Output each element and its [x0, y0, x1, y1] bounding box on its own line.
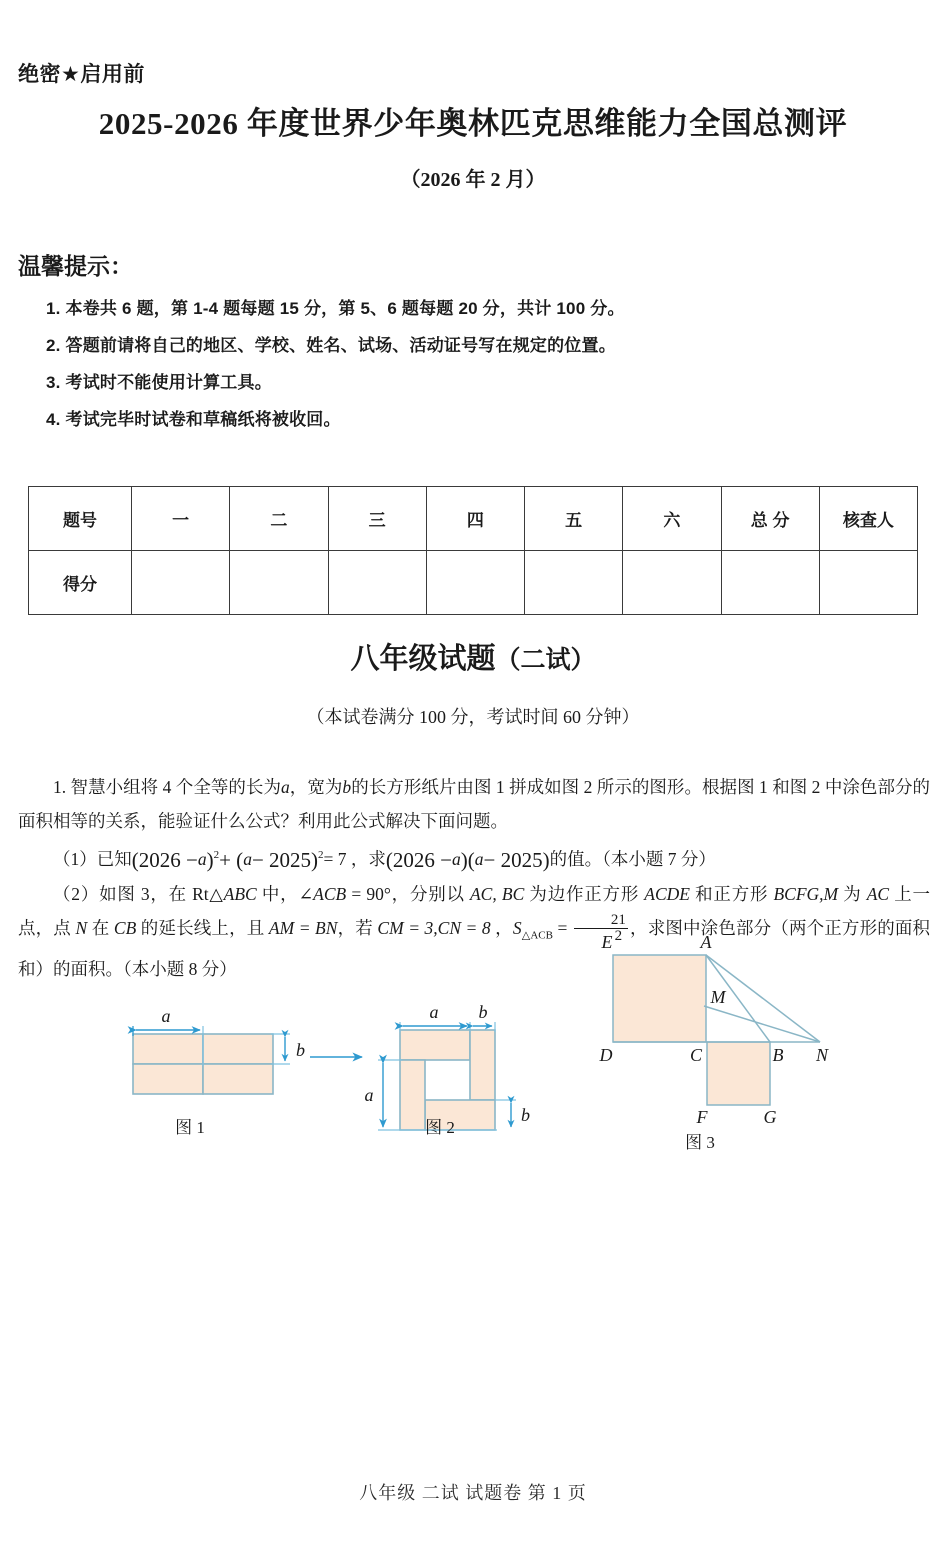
fig2-label-b-top: b: [478, 1002, 488, 1022]
fig1-caption: 图 1: [175, 1118, 205, 1137]
row-label-question-no: 题号: [29, 487, 132, 551]
score-cell-2[interactable]: [230, 551, 328, 615]
grade-title-round: （二试）: [495, 647, 596, 674]
fig3-label-b: B: [772, 1045, 784, 1065]
part1-e6: (2026 −: [385, 847, 452, 872]
score-cell-3[interactable]: [328, 551, 426, 615]
label-bcfg: BCFG,: [773, 883, 824, 904]
part2-t1: 中，∠: [256, 883, 314, 904]
label-cm: CM = 3,: [377, 917, 438, 938]
fig2-rect-top: [400, 1030, 470, 1060]
fig3-label-g: G: [763, 1107, 777, 1127]
label-s-subscript: △ACB: [521, 929, 553, 942]
part2-t6: 上一点，点: [18, 883, 931, 938]
label-acb: ACB: [313, 883, 347, 904]
exam-info: （本试卷满分 100 分，考试时间 60 分钟）: [306, 707, 640, 727]
fig3-square-acde: [613, 955, 706, 1042]
notice-list: [46, 300, 906, 447]
fig3-square-bcfg: [707, 1042, 770, 1105]
part1-e3: + (: [219, 847, 244, 872]
part2-t3: 为边作正方形: [524, 883, 645, 904]
score-cell-4[interactable]: [426, 551, 524, 615]
page-title: 2025-2026 年度世界少年奥林匹克思维能力全国总测评: [98, 106, 848, 141]
fig3-label-e: E: [601, 932, 613, 952]
part1-e1: (2026 −: [131, 847, 198, 872]
score-cell-5[interactable]: [525, 551, 623, 615]
header-cell-checker: 核查人: [819, 487, 917, 551]
score-cell-checker[interactable]: [819, 551, 917, 615]
fig2-rect-left: [400, 1060, 425, 1130]
page-footer: 八年级 二试 试题卷 第 1 页: [359, 1483, 587, 1503]
fraction-denominator: 2: [574, 928, 628, 945]
part1-var-a3: a: [452, 848, 461, 869]
label-acde: ACDE: [644, 883, 690, 904]
fraction-numerator: 21: [610, 911, 626, 928]
label-ac: AC: [866, 883, 890, 904]
fig3-label-d: D: [599, 1045, 613, 1065]
label-s-symbol: S: [512, 917, 522, 938]
fig1-rect-top-right: [203, 1034, 273, 1064]
label-abc: ABC: [223, 883, 257, 904]
notice-heading: 温馨提示：: [18, 253, 133, 279]
label-ac-bc: AC, BC: [469, 883, 525, 904]
fig2-rect-right: [470, 1030, 495, 1100]
header-cell-4: 四: [426, 487, 524, 551]
figure-group: [0, 930, 946, 1160]
fig1-rect-bottom-right: [203, 1064, 273, 1094]
fig1-rect-bottom-left: [133, 1064, 203, 1094]
fig3-line-mn: [704, 1006, 820, 1042]
stem-part-c: 的长方形纸片由图 1 拼成如图 2 所示的图形。根据图 1 和图 2 中涂色部分的面积相等的关系，能验证什么公式？利用此公式解决下面问题。: [18, 777, 931, 831]
part2-t2: = 90°，分别以: [346, 883, 470, 904]
header-cell-1: 一: [132, 487, 230, 551]
header-cell-5: 五: [525, 487, 623, 551]
fig2-label-b-right: b: [521, 1105, 530, 1125]
fig2-caption: 图 2: [425, 1118, 455, 1137]
part1-exponent-1: 2: [213, 849, 220, 861]
part1-var-a1: a: [197, 848, 207, 869]
part2-t11: ，求图中涂色部分（两个正方形的面积和）的面积。（本小题 8 分）: [18, 917, 931, 980]
part1-var-a4: a: [474, 848, 484, 869]
figure-2: [365, 1002, 531, 1137]
fig1-label-b: b: [296, 1040, 305, 1060]
fig3-label-c: C: [689, 1045, 703, 1065]
figure-3: [599, 932, 829, 1152]
score-cell-6[interactable]: [623, 551, 721, 615]
part1-e8: − 2025): [483, 847, 550, 872]
question-part-1: [18, 838, 930, 877]
part2-prefix: （2）如图 3，在 Rt△: [53, 883, 224, 904]
fig3-label-n: N: [815, 1045, 829, 1065]
table-row: [29, 551, 918, 615]
label-cb: CB: [113, 917, 137, 938]
label-am-bn: AM = BN: [268, 917, 338, 938]
part2-t9: ，若: [337, 917, 378, 938]
part2-t7: 在: [87, 917, 114, 938]
stem-part-a: 1. 智慧小组将 4 个全等的长为: [53, 777, 282, 797]
header-cell-2: 二: [230, 487, 328, 551]
part1-var-a2: a: [243, 848, 252, 869]
part1-exponent-2: 2: [318, 849, 324, 861]
figures-svg: [0, 930, 946, 1160]
label-cn: CN = 8: [437, 917, 491, 938]
stem-part-b: ，宽为: [289, 777, 343, 797]
label-n: N: [75, 917, 88, 938]
part2-t8: 的延长线上，且: [136, 917, 269, 938]
var-a: a: [281, 777, 290, 797]
header-cell-3: 三: [328, 487, 426, 551]
part1-e4: − 2025): [251, 847, 319, 872]
fig3-caption: 图 3: [685, 1133, 715, 1152]
header-cell-6: 六: [623, 487, 721, 551]
figure-1: [133, 1006, 305, 1137]
row-label-score: 得分: [29, 551, 132, 615]
label-m: M: [823, 883, 839, 904]
fig3-label-m: M: [710, 987, 726, 1007]
notice-item: 2. 答题前请将自己的地区、学校、姓名、试场、活动证号写在规定的位置。: [46, 335, 616, 355]
var-b: b: [342, 777, 352, 797]
score-cell-1[interactable]: [132, 551, 230, 615]
part2-t5: 为: [838, 883, 867, 904]
fig3-label-a: A: [700, 932, 712, 952]
score-table: [28, 486, 918, 615]
fig2-label-a-left: a: [364, 1085, 374, 1105]
secret-label: 绝密★启用前: [18, 63, 145, 86]
part2-t10: ，: [490, 917, 513, 938]
part1-e5: = 7 ，求: [323, 848, 386, 869]
part1-suffix: 的值。（本小题 7 分）: [549, 848, 716, 869]
question-stem: [18, 770, 930, 838]
fig1-rect-top-left: [133, 1034, 203, 1064]
part1-e2: ): [206, 847, 214, 872]
notice-item: 1. 本卷共 6 题，第 1-4 题每题 15 分，第 5、6 题每题 20 分，共计 100 分。: [46, 299, 625, 318]
fig3-label-f: F: [696, 1107, 708, 1127]
header-cell-total: 总 分: [721, 487, 819, 551]
fig2-label-a-top: a: [429, 1002, 439, 1022]
part1-e7: )(: [460, 847, 475, 872]
part2-eq: =: [552, 917, 572, 938]
notice-item: 4. 考试完毕时试卷和草稿纸将被收回。: [46, 409, 341, 429]
page-subtitle: （2026 年 2 月）: [400, 169, 546, 191]
grade-title-text: 八年级试题: [350, 643, 496, 675]
fig1-label-a: a: [161, 1006, 171, 1026]
notice-item: 3. 考试时不能使用计算工具。: [46, 372, 272, 392]
part1-prefix: （1）已知: [53, 848, 132, 869]
table-row: [29, 487, 918, 551]
score-cell-total[interactable]: [721, 551, 819, 615]
grade-title: [0, 636, 946, 677]
part2-t4: 和正方形: [689, 883, 774, 904]
